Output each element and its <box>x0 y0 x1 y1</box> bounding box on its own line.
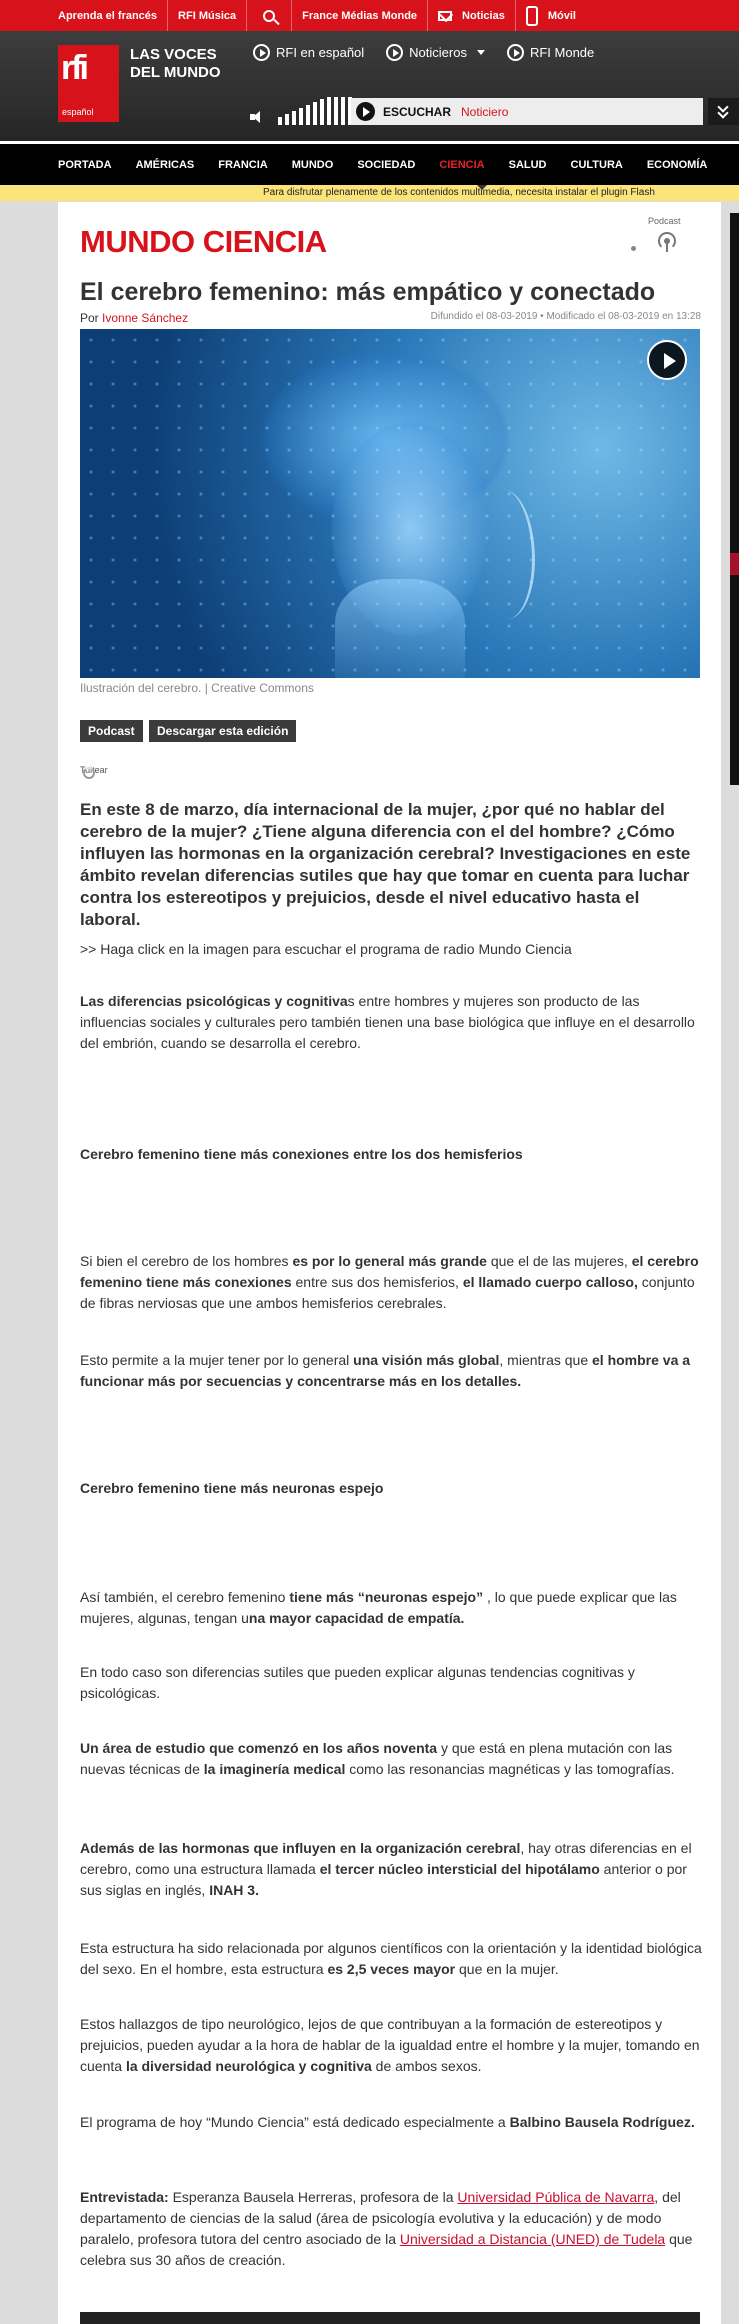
bottom-section-bar <box>80 2312 700 2324</box>
text: Estos hallazgos de tipo neurológico, lejos de que contribuyan a la formación de estereotipos y prejuicios, pueden ayudar a la hora de hablar de la igualdad entre el hombre y la mujer, tomando en cuenta <box>80 2016 700 2074</box>
header-link-noticieros[interactable] <box>386 44 485 61</box>
text: y que está en plena mutación con las nuevas técnicas de <box>80 1740 673 1777</box>
bold-text: es por lo general más grande <box>292 1253 487 1269</box>
image-caption: Ilustración del cerebro. | Creative Commons <box>80 681 314 695</box>
nav-item-americas[interactable]: AMÉRICAS <box>135 158 195 171</box>
author-link[interactable]: Ivonne Sánchez <box>102 311 189 325</box>
paragraph-8 <box>80 1938 702 1980</box>
divider <box>427 0 428 31</box>
bold-text: Balbino Bausela Rodríguez. <box>509 2114 695 2130</box>
site-tagline <box>130 46 221 82</box>
loading-spinner-icon <box>83 767 95 779</box>
text: , mientras que <box>499 1352 593 1368</box>
bold-text: la diversidad neurológica y cognitiva <box>125 2058 372 2074</box>
section-title[interactable]: MUNDO CIENCIA <box>80 224 327 259</box>
logo-subtext: español <box>62 107 94 117</box>
paragraph-9 <box>80 2014 702 2077</box>
player-listen-label: ESCUCHAR <box>383 104 452 119</box>
divider <box>246 0 247 31</box>
play-circle-icon <box>386 44 403 61</box>
tagline-line-2: DEL MUNDO <box>130 64 221 81</box>
text: que celebra sus 30 años de creación. <box>80 2231 693 2268</box>
rfi-logo[interactable] <box>58 45 119 122</box>
publish-dates: Difundido el 08-03-2019 • Modificado el 08-03-2019 en 13:28 <box>430 311 701 322</box>
text: El programa de hoy “Mundo Ciencia” está dedicado especialmente a <box>80 2114 510 2130</box>
paragraph-5: En todo caso son diferencias sutiles que pueden explicar algunas tendencias cognitivas y psicológicas. <box>80 1664 635 1701</box>
logo-text: rfi <box>61 49 86 87</box>
paragraph-10 <box>80 2112 702 2133</box>
audio-play-button[interactable] <box>647 340 687 380</box>
nav-item-economia[interactable]: ECONOMÍA <box>646 158 708 171</box>
mobile-phone-icon <box>526 6 538 26</box>
divider <box>515 0 516 31</box>
mail-icon <box>438 11 452 21</box>
nav-item-ciencia[interactable]: CIENCIA <box>439 158 485 171</box>
topbar-link-france-medias-monde[interactable]: France Médias Monde <box>302 9 418 22</box>
bold-text: Además de las hormonas que influyen en la organización cerebral <box>80 1840 521 1856</box>
nav-item-francia[interactable]: FRANCIA <box>218 158 268 171</box>
volume-icon[interactable] <box>250 111 266 123</box>
header-links <box>253 44 594 61</box>
text: s entre hombres y mujeres son producto de las influencias sociales y culturales pero también tienen una base biológica que influye en el desarrollo del embrión, cuando se desarrolla el cerebro. <box>80 993 695 1051</box>
bold-text: INAH 3. <box>209 1882 259 1898</box>
paragraph-7 <box>80 1838 702 1901</box>
paragraph-4 <box>80 1587 702 1629</box>
bold-text: la imaginería medical <box>203 1761 346 1777</box>
text: , lo que puede explicar que las mujeres, algunas, tengan u <box>80 1589 677 1626</box>
header-link-rfi-espanol[interactable] <box>253 44 364 61</box>
text: conjunto de fibras nerviosas que une ambos hemisferios cerebrales. <box>80 1274 695 1311</box>
nav-item-salud[interactable]: SALUD <box>508 158 547 171</box>
active-nav-indicator <box>477 185 487 190</box>
bold-text: Un área de estudio que comenzó en los años noventa <box>80 1740 438 1756</box>
site-header <box>0 31 739 141</box>
nav-item-cultura[interactable]: CULTURA <box>570 158 623 171</box>
topbar-link-noticias[interactable] <box>438 10 505 22</box>
bold-text: Las diferencias psicológicas y cognitiva <box>80 993 348 1009</box>
text: Esta estructura ha sido relacionada por algunos científicos con la orientación y la identidad biológica del sexo. En el hombre, esta estructura <box>80 1940 702 1977</box>
bold-text: el cerebro femenino tiene más conexiones <box>80 1253 699 1290</box>
player-expand-button[interactable] <box>708 98 739 125</box>
bold-text: es 2,5 veces mayor <box>327 1961 456 1977</box>
text: Si bien el cerebro de los hombres <box>80 1253 293 1269</box>
bold-text: una visión más global <box>353 1352 500 1368</box>
article-hero-image[interactable] <box>80 329 700 678</box>
divider <box>291 0 292 31</box>
text: Esto permite a la mujer tener por lo general <box>80 1352 354 1368</box>
bold-text: Entrevistada: <box>80 2189 169 2205</box>
play-button[interactable] <box>356 102 375 121</box>
byline <box>80 311 188 325</box>
bold-text: na mayor capacidad de empatía. <box>248 1610 465 1626</box>
text: de ambos sexos. <box>371 2058 482 2074</box>
header-link-label: RFI Monde <box>529 45 595 60</box>
search-icon[interactable] <box>263 10 275 22</box>
link-universidad-publica-navarra[interactable]: Universidad Pública de Navarra <box>457 2189 655 2205</box>
article-lead: En este 8 de marzo, día internacional de la mujer, ¿por qué no hablar del cerebro de la mujer? ¿Tiene alguna diferencia con el del hombre? ¿Cómo influyen las hormonas en la organización cerebral? Investigaciones en este ámbito revelan diferencias sutiles que hay que tomar en cuenta para luchar contra los estereotipos y prejuicios, desde el nivel educativo hasta el laboral. <box>80 800 691 929</box>
download-edition-button[interactable]: Descargar esta edición <box>149 720 296 742</box>
paragraph-6 <box>80 1738 702 1780</box>
text: como las resonancias magnéticas y las tomografías. <box>345 1761 675 1777</box>
player-program-name: Noticiero <box>461 104 509 119</box>
top-utility-bar <box>0 0 739 31</box>
subheading-1: Cerebro femenino tiene más conexiones entre los dos hemisferios <box>80 1146 523 1162</box>
click-note: >> Haga click en la imagen para escuchar el programa de radio Mundo Ciencia <box>80 941 572 957</box>
chevron-down-icon <box>477 50 485 55</box>
header-link-label: Noticieros <box>409 45 467 60</box>
tweet-button[interactable]: Tuitear <box>80 765 108 775</box>
play-circle-icon <box>253 44 270 61</box>
link-uned-tudela[interactable]: Universidad a Distancia (UNED) de Tudela <box>399 2231 666 2247</box>
header-link-label: RFI en español <box>276 45 365 60</box>
bold-text: el hombre va a funcionar más por secuencias y concentrarse más en los detalles. <box>80 1352 691 1389</box>
nav-item-sociedad[interactable]: SOCIEDAD <box>357 158 416 171</box>
volume-level-bars[interactable] <box>278 97 352 125</box>
byline-prefix: Por <box>80 311 99 325</box>
text: , del departamento de ciencias de la salud (área de psicología evolutiva y la educación) y de modo paralelo, profesora tutora del centro asociado de la <box>80 2189 681 2247</box>
header-link-rfi-monde[interactable] <box>507 44 594 61</box>
topbar-link-movil[interactable] <box>526 6 576 26</box>
text: que en la mujer. <box>455 1961 559 1977</box>
text: , hay otras diferencias en el cerebro, como una estructura llamada <box>80 1840 692 1877</box>
topbar-noticias-label: Noticias <box>462 9 505 22</box>
subheading-2: Cerebro femenino tiene más neuronas espejo <box>80 1480 384 1496</box>
bold-text: el llamado cuerpo calloso, <box>462 1274 638 1290</box>
text: anterior o por sus siglas en inglés, <box>80 1861 687 1898</box>
divider <box>167 0 168 31</box>
text: Esperanza Bausela Herreras, profesora de la <box>168 2189 458 2205</box>
paragraph-3 <box>80 1350 702 1392</box>
play-circle-icon <box>507 44 524 61</box>
topbar-link-rfi-musica[interactable]: RFI Música <box>178 9 237 22</box>
side-panel-edge <box>730 213 739 785</box>
image-neck-shape <box>335 579 465 678</box>
nav-item-mundo[interactable]: MUNDO <box>291 158 334 171</box>
paragraph-1 <box>80 991 702 1054</box>
topbar-link-learn-french[interactable]: Aprenda el francés <box>58 9 158 22</box>
nav-item-portada[interactable]: PORTADA <box>58 158 112 171</box>
bold-text: tiene más “neuronas espejo” <box>289 1589 484 1605</box>
flash-plugin-notice: Para disfrutar plenamente de los contenidos multimedia, necesita instalar el plugin Flash <box>0 185 739 201</box>
paragraph-11 <box>80 2187 702 2271</box>
text: Así también, el cerebro femenino <box>80 1589 290 1605</box>
tagline-line-1: LAS VOCES <box>130 46 217 63</box>
podcast-label: Podcast <box>648 216 681 226</box>
side-panel-accent <box>730 553 739 575</box>
radio-player <box>351 98 703 125</box>
article-title: El cerebro femenino: más empático y conectado <box>80 278 656 306</box>
main-navigation <box>0 141 739 185</box>
topbar-movil-label: Móvil <box>547 9 576 22</box>
rss-icon[interactable] <box>631 233 649 251</box>
text: entre sus dos hemisferios, <box>291 1274 463 1290</box>
paragraph-2 <box>80 1251 702 1314</box>
bold-text: el tercer núcleo intersticial del hipotálamo <box>319 1861 600 1877</box>
text: que el de las mujeres, <box>486 1253 632 1269</box>
podcast-icon[interactable] <box>658 232 676 252</box>
podcast-button[interactable]: Podcast <box>80 720 143 742</box>
